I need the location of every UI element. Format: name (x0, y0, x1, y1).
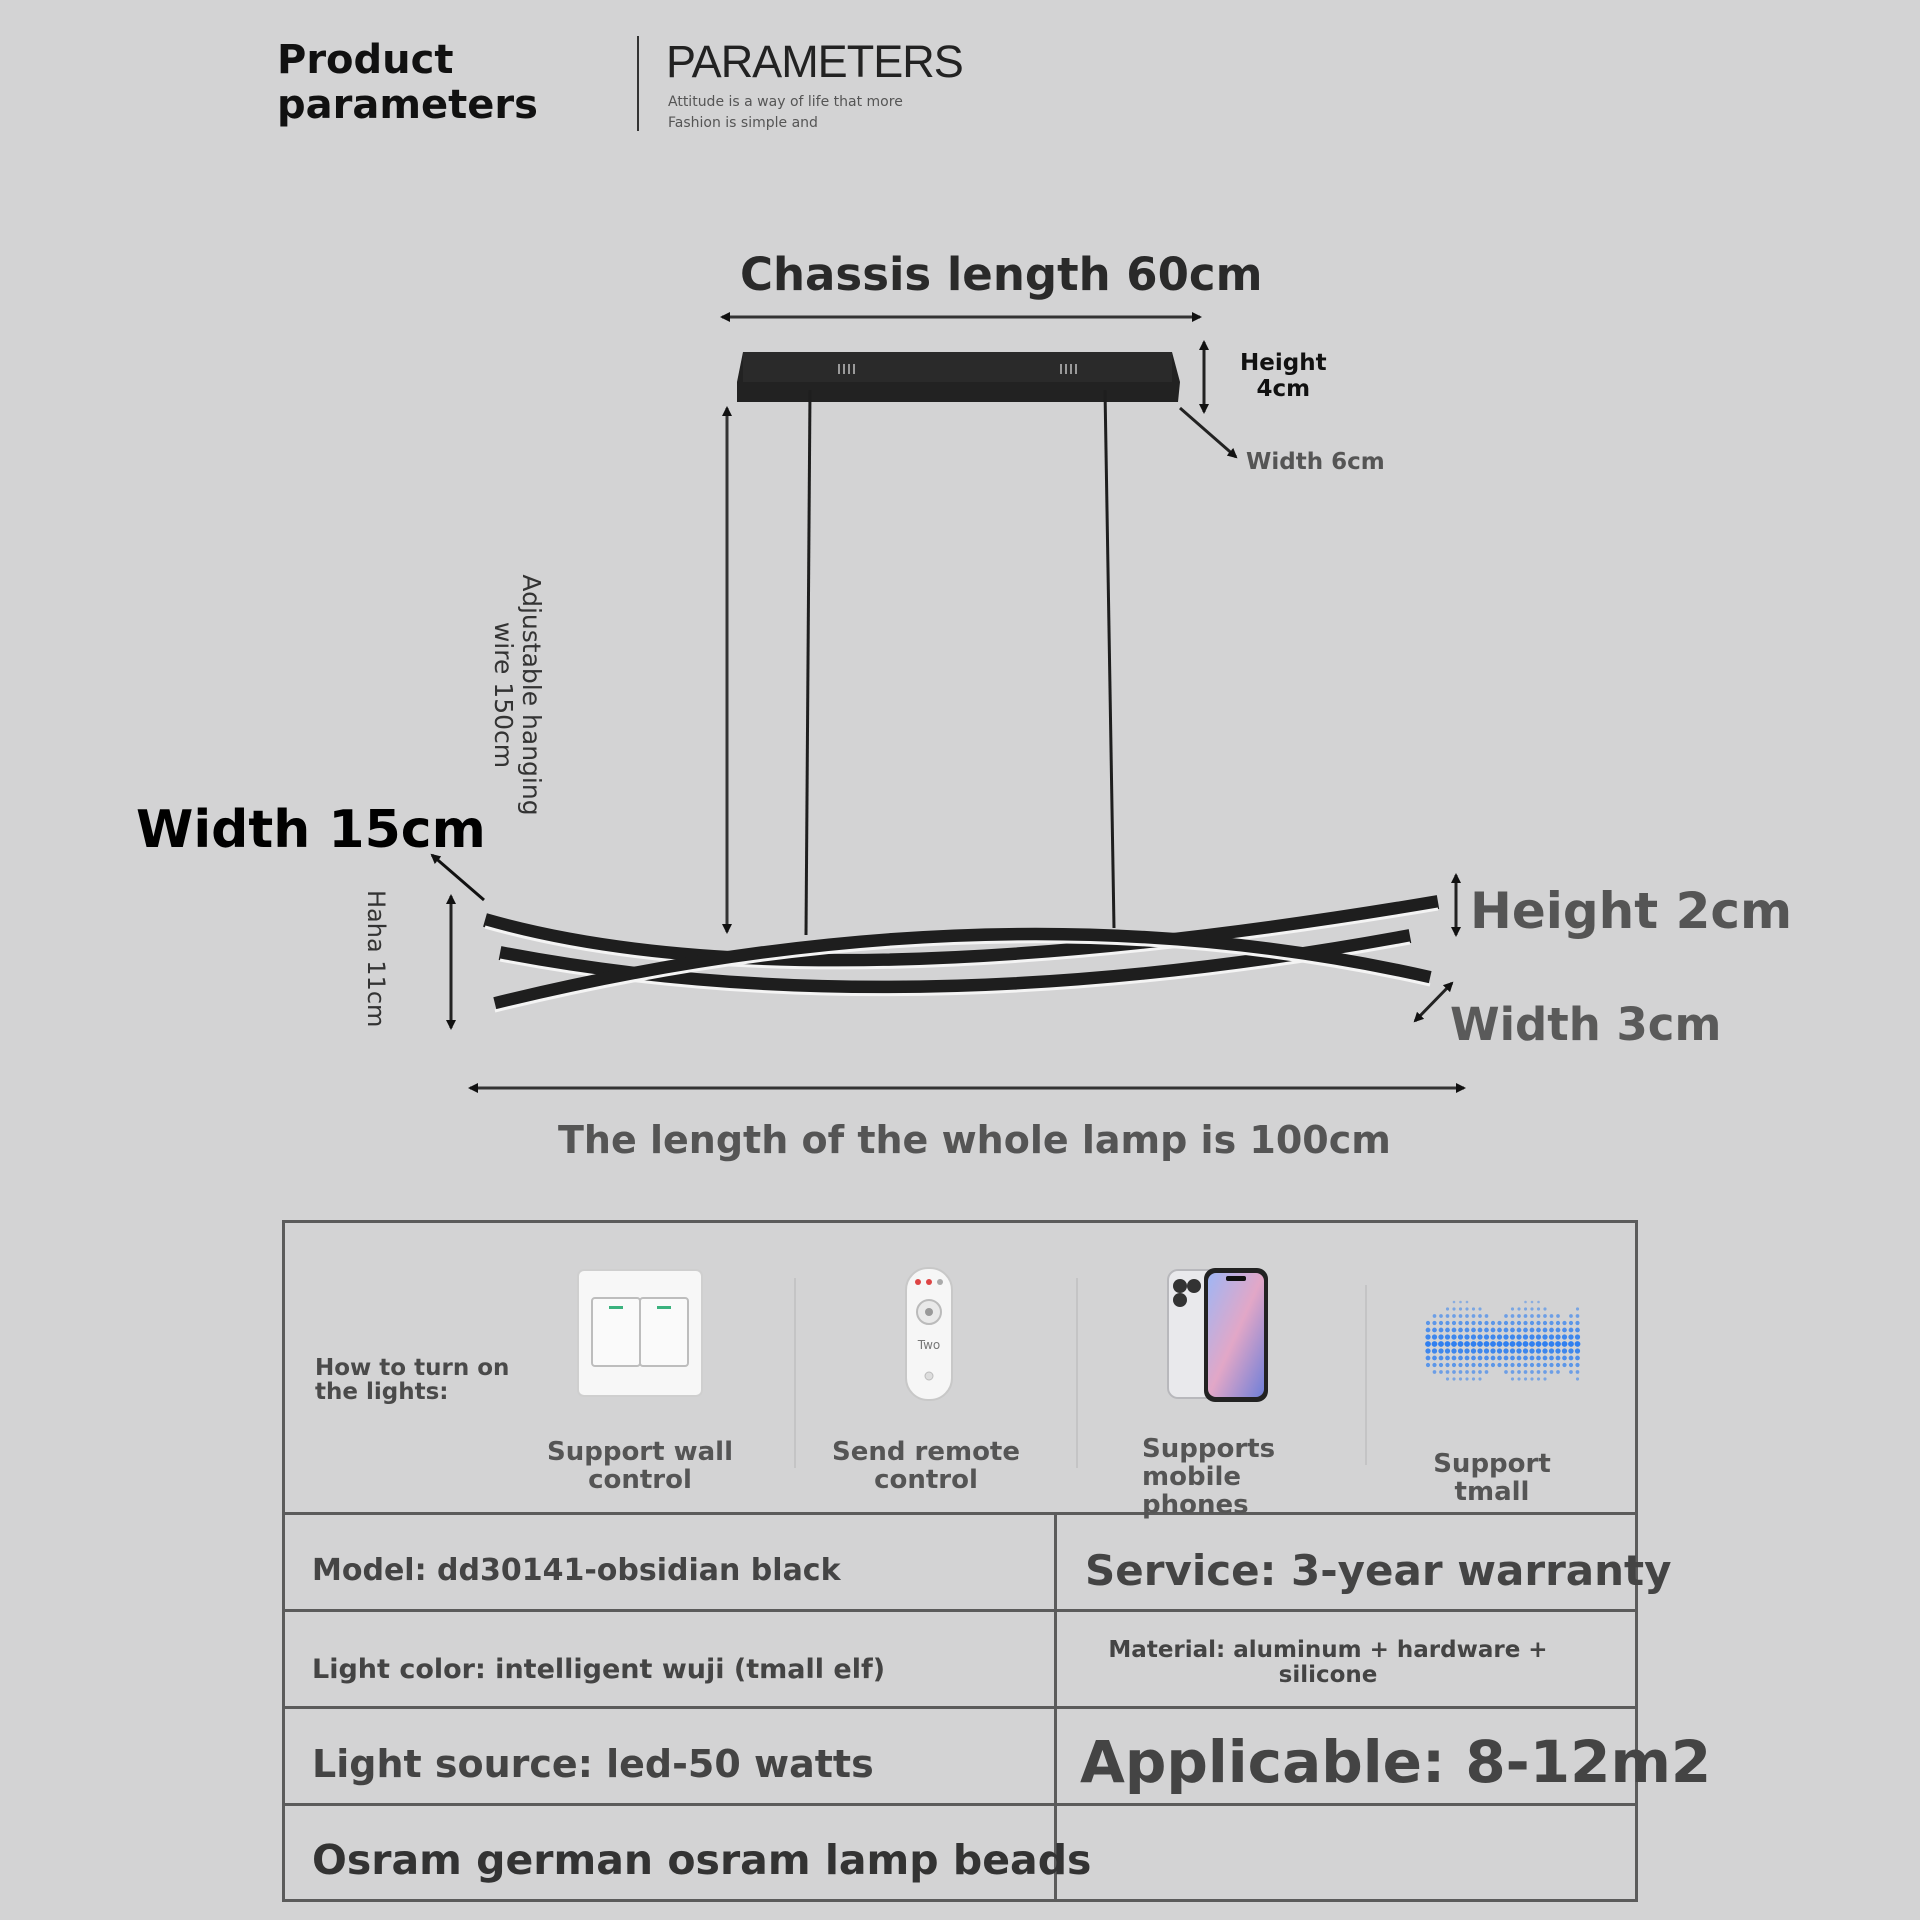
hanging-wire-right (1105, 390, 1114, 928)
spec-lamp-beads: Osram german osram lamp beads (312, 1836, 1092, 1884)
wall-switch-icon (576, 1268, 706, 1400)
spec-material: Material: aluminum + hardware + silicone (1108, 1637, 1548, 1688)
bar-width-arrow (1415, 983, 1452, 1021)
lamp-width-arrow (432, 855, 484, 900)
control-separator (1365, 1285, 1367, 1465)
spec-service: Service: 3-year warranty (1085, 1546, 1672, 1595)
spec-applicable: Applicable: 8-12m2 (1080, 1728, 1712, 1796)
wire-label-line-1: Adjustable hanging (517, 574, 546, 816)
control-separator (1076, 1278, 1078, 1468)
table-divider (282, 1803, 1638, 1806)
canopy-width-arrow (1180, 408, 1236, 457)
table-divider (282, 1609, 1638, 1612)
mobile-phone-caption: Supports mobile phones (1142, 1434, 1276, 1520)
table-divider (282, 1706, 1638, 1709)
title-line-1: Product (277, 37, 454, 83)
bar-width-label: Width 3cm (1450, 998, 1722, 1051)
ceiling-canopy (737, 352, 1180, 402)
wire-length-label (489, 540, 545, 850)
tmall-caption: Support tmall (1433, 1449, 1551, 1507)
mobile-phone-icon (1166, 1266, 1272, 1404)
brand-title: PARAMETERS (666, 36, 963, 87)
remote-control-caption: Send remote control (831, 1437, 1020, 1495)
lamp-body-height-label: Haha 11cm (362, 890, 390, 1028)
canopy-height-label (1240, 350, 1327, 402)
canopy-width-label: Width 6cm (1246, 449, 1385, 475)
canopy-height-text: Height (1240, 350, 1327, 376)
voice-wave-icon (1424, 1294, 1584, 1386)
control-separator (794, 1278, 796, 1468)
table-divider (282, 1512, 1638, 1515)
wall-control-caption: Support wall control (546, 1437, 733, 1495)
spec-model: Model: dd30141-obsidian black (312, 1553, 841, 1588)
subtitle-line-1: Attitude is a way of life that more (668, 94, 903, 110)
remote-control-icon (903, 1266, 955, 1404)
bar-height-label: Height 2cm (1470, 882, 1793, 940)
chassis-length-label: Chassis length 60cm (740, 248, 1263, 301)
subtitle-line-2: Fashion is simple and (668, 115, 818, 131)
remote-label: Two (917, 1338, 941, 1352)
lamp-body (485, 902, 1438, 1011)
canopy-height-value: 4cm (1256, 376, 1311, 402)
wire-label-line-2: wire 150cm (489, 621, 518, 769)
spec-light-source: Light source: led-50 watts (312, 1742, 874, 1786)
total-length-label: The length of the whole lamp is 100cm (558, 1118, 1391, 1162)
title-line-2: parameters (277, 82, 538, 128)
spec-light-color: Light color: intelligent wuji (tmall elf) (312, 1654, 886, 1685)
lamp-width-label: Width 15cm (136, 800, 486, 860)
how-to-turn-on-label: How to turn on the lights: (315, 1355, 510, 1405)
hanging-wire-left (806, 390, 810, 935)
